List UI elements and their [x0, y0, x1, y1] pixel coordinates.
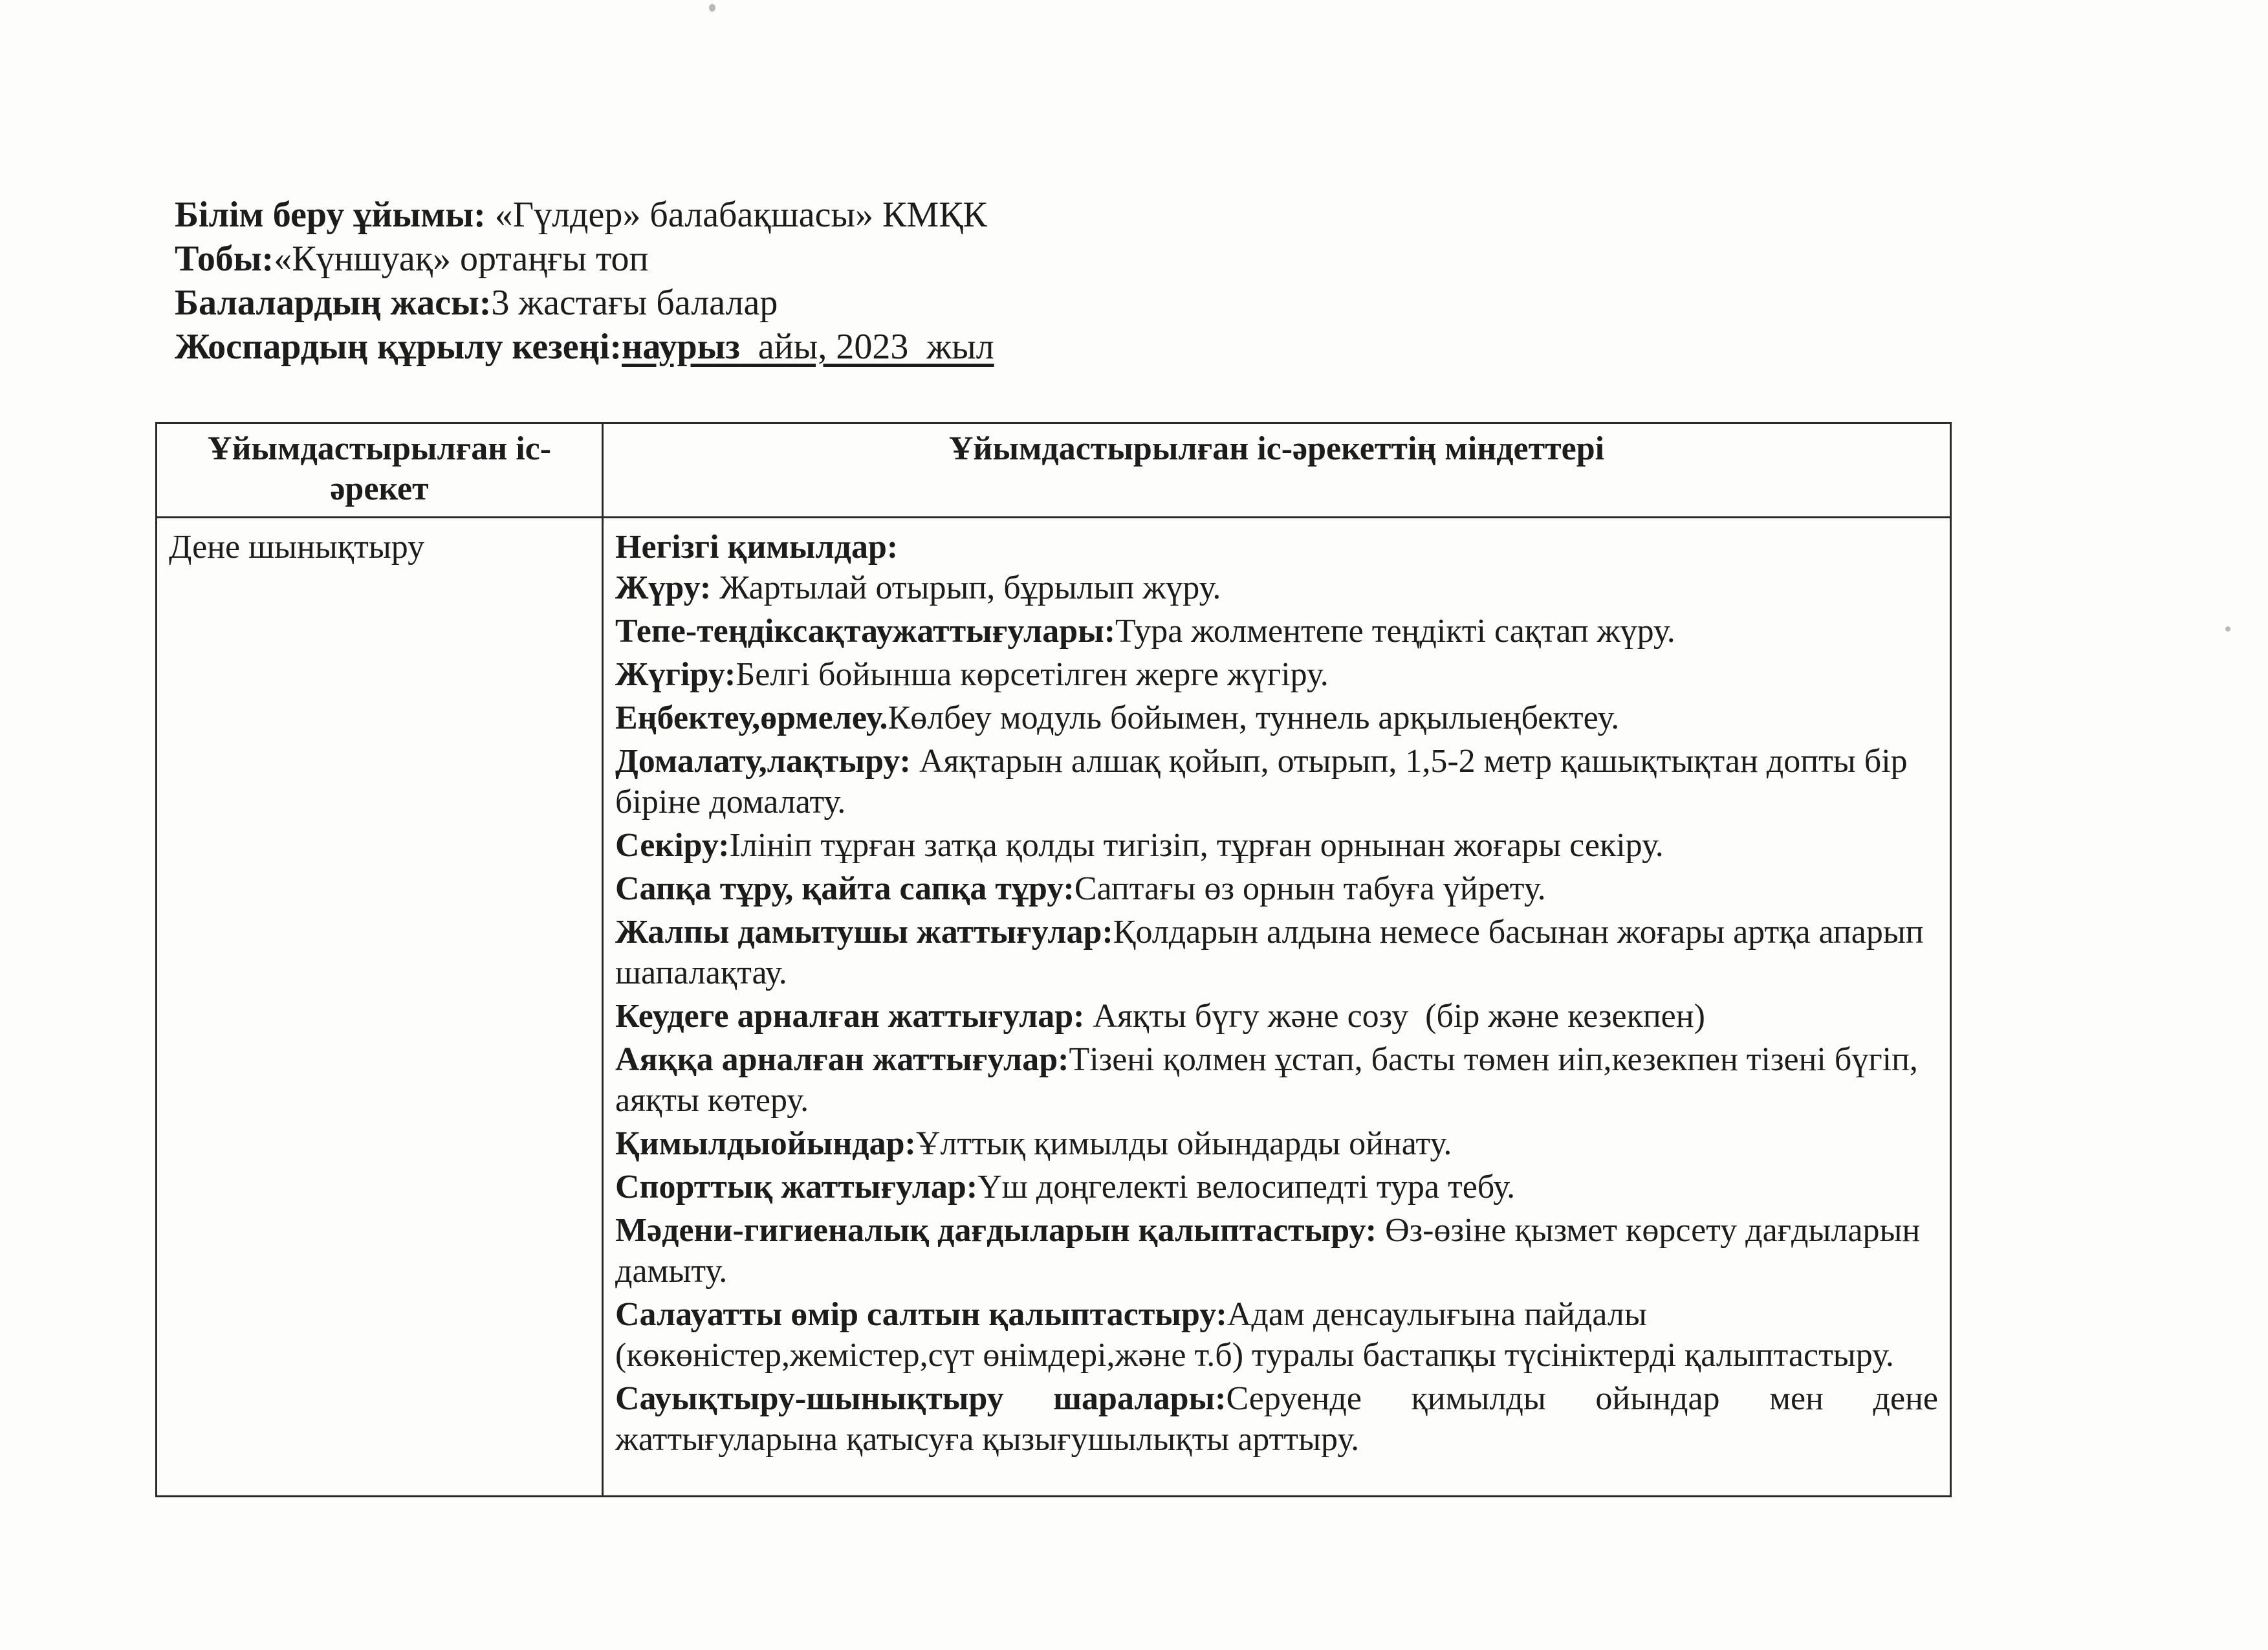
task-item	[615, 1167, 1938, 1207]
group-label: Тобы:	[175, 239, 274, 279]
task-text: Үш доңгелекті велосипедті тура тебу.	[977, 1168, 1516, 1205]
group-value: «Күншуақ» ортаңғы топ	[274, 239, 649, 279]
age-label: Балалардың жасы:	[175, 283, 492, 323]
task-label: Еңбектеу,өрмелеу.	[615, 699, 888, 736]
plan-table	[155, 422, 1952, 1497]
task-item	[615, 1294, 1938, 1376]
group-line	[175, 237, 994, 281]
org-label: Білім беру ұйымы:	[175, 195, 486, 235]
task-text: Аяқтарын алшақ қойып, отырып, 1,5-2 метр қашықтықтан допты бір біріне домалату.	[615, 742, 1908, 820]
task-label: Секіру:	[615, 826, 730, 864]
document-header	[175, 193, 994, 369]
age-value: 3 жастағы балалар	[491, 283, 778, 323]
org-value: «Гүлдер» балабақшасы» КМҚК	[485, 195, 987, 235]
task-text: Көлбеу модуль бойымен, туннель арқылыеңбектеу.	[888, 699, 1620, 736]
period-line	[175, 325, 994, 369]
task-text: Серуенде қимылды ойындар мен дене жаттығуларына қатысуға қызығушылықты арттыру.	[615, 1380, 1938, 1458]
scan-speck	[709, 4, 715, 12]
task-label: Аяққа арналған жаттығулар:	[615, 1040, 1069, 1078]
org-line	[175, 193, 994, 237]
col2-header: Ұйымдастырылған іс-әрекеттің міндеттері	[603, 423, 1951, 518]
task-text: Өз-өзіне қызмет көрсету дағдыларын дамыту.	[615, 1211, 1921, 1290]
task-list	[615, 567, 1938, 1460]
task-item	[615, 611, 1938, 652]
table-row	[157, 517, 1951, 1496]
task-text: Ұлттық қимылды ойындарды ойнату.	[915, 1125, 1452, 1162]
tasks-title: Негізгі қимылдар:	[615, 528, 899, 566]
task-label: Жалпы дамытушы жаттығулар:	[615, 913, 1113, 951]
period-rest: айы, 2023 жыл	[739, 327, 994, 367]
task-label: Жүру:	[615, 569, 712, 606]
table-header-row	[157, 423, 1951, 518]
task-item	[615, 654, 1938, 695]
period-month: наурыз	[622, 327, 740, 367]
scan-speck	[2225, 626, 2230, 632]
task-text: Аяқты бүгу және созу (бір және кезекпен)	[1084, 997, 1705, 1035]
task-label: Жүгіру:	[615, 655, 736, 693]
task-item	[615, 741, 1938, 822]
task-text: Тізені қолмен ұстап, басты төмен иіп,кезекпен тізені бүгіп, аяқты көтеру.	[615, 1040, 1918, 1119]
task-item	[615, 1378, 1938, 1460]
task-label: Тепе-теңдіксақтаужаттығулары:	[615, 612, 1116, 650]
task-label: Домалату,лақтыру:	[615, 742, 911, 780]
tasks-cell	[603, 517, 1951, 1496]
task-label: Мәдени-гигиеналық дағдыларын қалыптастыру:	[615, 1211, 1377, 1249]
activity-name: Дене шынықтыру	[169, 528, 425, 566]
period-label: Жоспардың құрылу кезеңі:	[175, 327, 622, 367]
task-item	[615, 825, 1938, 866]
period-value	[622, 327, 994, 367]
task-label: Кеудеге арналған жаттығулар:	[615, 997, 1085, 1035]
task-item	[615, 1039, 1938, 1121]
task-text: Белгі бойынша көрсетілген жерге жүгіру.	[736, 655, 1329, 693]
task-label: Сапқа тұру, қайта сапқа тұру:	[615, 870, 1074, 907]
task-item	[615, 567, 1938, 608]
col1-header: Ұйымдастырылған іс-әрекет	[157, 423, 603, 518]
task-text: Саптағы өз орнын табуға үйрету.	[1074, 870, 1546, 907]
task-item	[615, 1210, 1938, 1292]
task-text: Ілініп тұрған затқа қолды тигізіп, тұрған орнынан жоғары секіру.	[729, 826, 1664, 864]
activity-cell	[157, 517, 603, 1496]
age-line	[175, 281, 994, 325]
task-item	[615, 1123, 1938, 1164]
task-item	[615, 868, 1938, 909]
task-text: Жартылай отырып, бұрылып жүру.	[711, 569, 1221, 606]
task-item	[615, 996, 1938, 1037]
task-text: Тура жолментепе теңдікті сақтап жүру.	[1115, 612, 1675, 650]
task-label: Сауықтыру-шынықтыру шаралары:	[615, 1380, 1227, 1417]
task-label: Қимылдыойындар:	[615, 1125, 916, 1162]
task-item	[615, 698, 1938, 738]
task-label: Спорттық жаттығулар:	[615, 1168, 978, 1205]
task-text: Қолдарын алдына немесе басынан жоғары артқа апарып шапалақтау.	[615, 913, 1924, 991]
task-label: Салауатты өмір салтын қалыптастыру:	[615, 1295, 1227, 1333]
task-text: Адам денсаулығына пайдалы (көкөністер,жемістер,сүт өнімдері,және т.б) туралы бастапқы түсініктерді қалыптастыру.	[615, 1295, 1894, 1374]
task-item	[615, 912, 1938, 993]
